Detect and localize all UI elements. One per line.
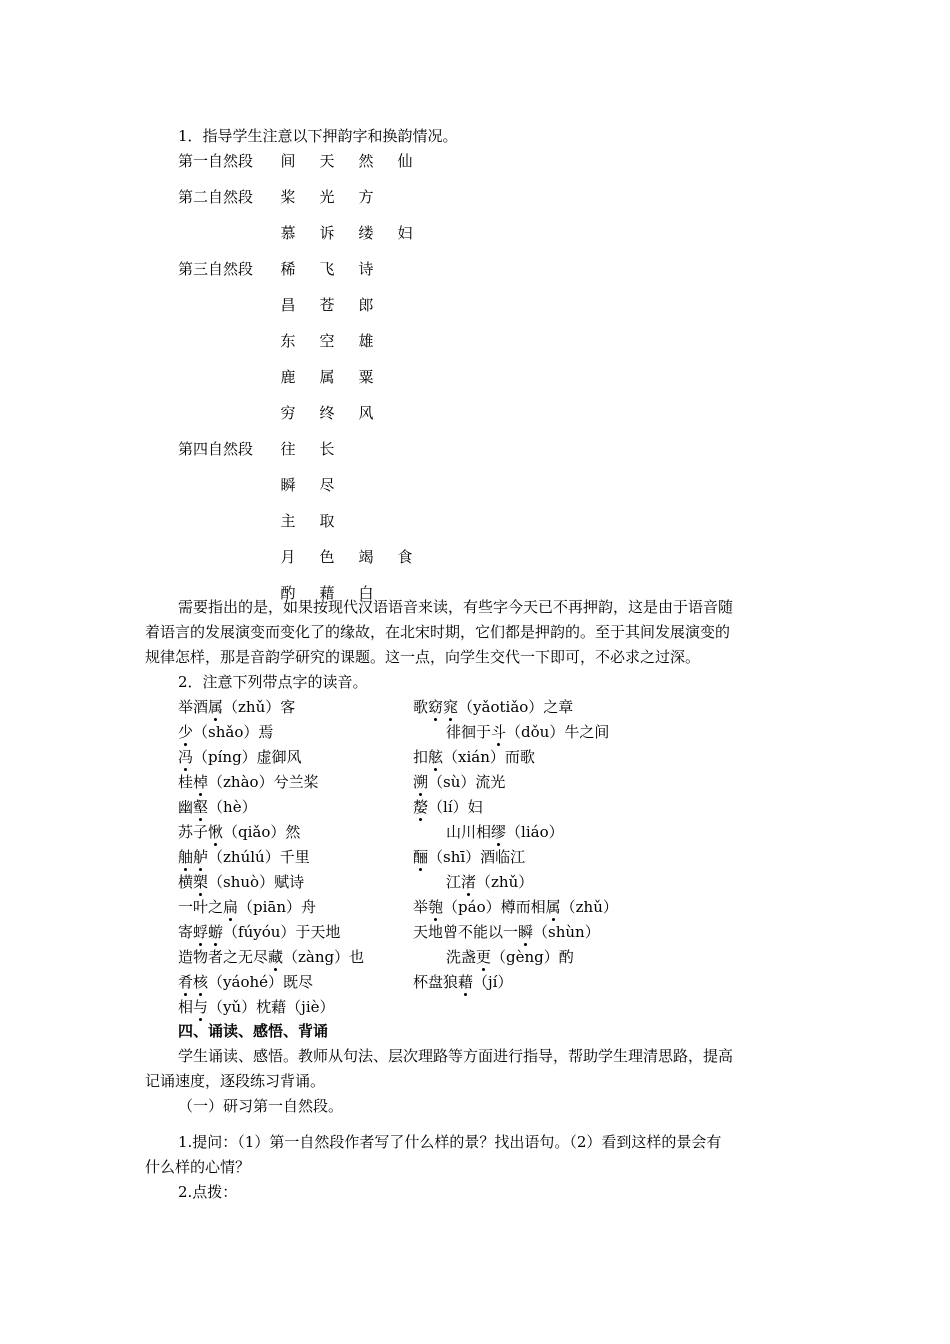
rhyme-group: [278, 331, 395, 351]
pronunciation-text: （zhúlú）千里: [208, 848, 310, 866]
dotted-char: 少: [178, 723, 194, 741]
dotted-char: 舳舻: [178, 848, 209, 866]
dotted-char: 溯: [413, 773, 429, 791]
pronunciation-item: [446, 722, 609, 742]
pronunciation-text: 苏子: [178, 823, 209, 841]
rhyme-char: 色: [319, 548, 335, 566]
pronunciation-text: （zhǔ）: [560, 898, 618, 916]
pronunciation-item: [413, 747, 535, 767]
dotted-char: 肴核: [178, 973, 209, 991]
rhyme-group: [278, 547, 434, 567]
note-line-3: 规律怎样，那是音韵学研究的课题。这一点，向学生交代一下即可，不必求之过深。: [145, 648, 701, 666]
dotted-char: 冯: [178, 748, 194, 766]
dotted-char: 缪: [491, 823, 507, 841]
pronunciation-text: （shǎo）焉: [193, 723, 274, 741]
rhyme-char: 妇: [397, 224, 413, 242]
dotted-char: 斗: [491, 723, 507, 741]
pronunciation-text: 天地曾不能以一: [413, 923, 519, 941]
rhyme-char: 仙: [397, 152, 413, 170]
note-line-2: 着语言的发展演变而变化了的缘故，在北宋时期，它们都是押韵的。至于其间发展演变的: [145, 623, 731, 641]
rhyme-char: 飞: [319, 260, 335, 278]
rhyme-paragraph-label: 第一自然段: [178, 152, 254, 170]
rhyme-char: 天: [319, 152, 335, 170]
rhyme-char: 终: [319, 404, 335, 422]
rhyme-group: [278, 475, 356, 495]
rhyme-group: [278, 295, 395, 315]
pronunciation-text: 杯盘狼: [413, 973, 459, 991]
rhyme-char: 缕: [358, 224, 374, 242]
dotted-char: 匏: [428, 898, 444, 916]
pronunciation-item: [178, 747, 302, 767]
pronunciation-text: （zàng）也: [283, 948, 365, 966]
pronunciation-text: （xián）而歌: [443, 748, 535, 766]
rhyme-char: 主: [280, 512, 296, 530]
dotted-char: 舷: [428, 748, 444, 766]
pronunciation-item: [178, 722, 273, 742]
pronunciation-text: （zhào）兮兰桨: [208, 773, 319, 791]
pronunciation-text: （zhǔ）客: [223, 698, 296, 716]
pronunciation-item: [178, 997, 335, 1017]
pronunciation-item: [413, 972, 512, 992]
pronunciation-text: 幽: [178, 798, 194, 816]
rhyme-char: 诉: [319, 224, 335, 242]
rhyme-group: [278, 403, 395, 423]
pronunciation-item: [178, 922, 340, 942]
rhyme-char: 鹿: [280, 368, 296, 386]
pronunciation-text: （piān）舟: [238, 898, 317, 916]
rhyme-char: 方: [358, 188, 374, 206]
rhyme-group: [278, 151, 434, 171]
pronunciation-text: 横: [178, 873, 194, 891]
rhyme-group: [278, 511, 356, 531]
pronunciation-text: （fúyóu）于天地: [223, 923, 341, 941]
pronunciation-text: （lí）妇: [428, 798, 483, 816]
dotted-char: 槊: [193, 873, 209, 891]
dotted-char: 藉: [458, 973, 474, 991]
rhyme-char: 取: [319, 512, 335, 530]
rhyme-char: 食: [397, 548, 413, 566]
note-line-1: 需要指出的是，如果按现代汉语语音来读，有些字今天已不再押韵，这是由于语音随: [178, 598, 734, 616]
pronunciation-item: [178, 872, 304, 892]
rhyme-char: 往: [280, 440, 296, 458]
pronunciation-text: 一叶之: [178, 898, 224, 916]
rhyme-char: 诗: [358, 260, 374, 278]
pronunciation-text: 相: [178, 998, 194, 1016]
dotted-char: 棹: [193, 773, 209, 791]
rhyme-char: 郎: [358, 296, 374, 314]
rhyme-group: [278, 439, 356, 459]
section4-para-line-1: 学生诵读、感悟。教师从句法、层次理路等方面进行指导，帮助学生理清思路，提高: [178, 1047, 734, 1065]
dotted-char: 藏: [268, 948, 284, 966]
pronunciation-text: 扣: [413, 748, 429, 766]
pronunciation-text: 举酒: [178, 698, 209, 716]
pronunciation-text: （shuò）赋诗: [208, 873, 305, 891]
dotted-char: 渚: [461, 873, 477, 891]
pronunciation-text: 寄: [178, 923, 194, 941]
rhyme-char: 穷: [280, 404, 296, 422]
rhyme-paragraph-label: 第四自然段: [178, 440, 254, 458]
dotted-char: 酾: [413, 848, 429, 866]
dotted-char: 扁: [223, 898, 239, 916]
rhyme-char: 尽: [319, 476, 335, 494]
pronunciation-item: [178, 797, 257, 817]
rhyme-char: 月: [280, 548, 296, 566]
pronunciation-text: 歌: [413, 698, 429, 716]
pronunciation-item: [446, 822, 564, 842]
section4-para-line-2: 记诵速度，逐段练习背诵。: [145, 1072, 326, 1090]
dotted-char: 窈窕: [428, 698, 459, 716]
rhyme-char: 属: [319, 368, 335, 386]
pronunciation-text: （dǒu）牛之间: [506, 723, 610, 741]
pronunciation-text: （liáo）: [506, 823, 564, 841]
rhyme-group: [278, 223, 434, 243]
rhyme-char: 稀: [280, 260, 296, 278]
rhyme-char: 长: [319, 440, 335, 458]
rhyme-char: 雄: [358, 332, 374, 350]
pronunciation-text: （páo）樽而相: [443, 898, 546, 916]
pronunciation-text: （gèng）酌: [491, 948, 574, 966]
subsection-1-heading: （一）研习第一自然段。: [178, 1097, 344, 1115]
rhyme-char: 然: [358, 152, 374, 170]
section2-heading: 2．注意下列带点字的读音。: [178, 673, 368, 691]
dotted-char: 属: [208, 698, 224, 716]
rhyme-char: 风: [358, 404, 374, 422]
pronunciation-text: （hè）: [208, 798, 257, 816]
section1-heading: 1．指导学生注意以下押韵字和换韵情况。: [178, 127, 458, 145]
dotted-char: 嫠: [413, 798, 429, 816]
pronunciation-text: 江: [446, 873, 462, 891]
pronunciation-item: [413, 922, 600, 942]
pronunciation-text: 举: [413, 898, 429, 916]
rhyme-group: [278, 259, 395, 279]
rhyme-char: 苍: [319, 296, 335, 314]
pronunciation-item: [178, 972, 313, 992]
dotted-char: 愀: [208, 823, 224, 841]
question-2: 2.点拨：: [178, 1183, 238, 1201]
dotted-char: 蜉蝣: [193, 923, 224, 941]
rhyme-group: [278, 367, 395, 387]
pronunciation-item: [413, 847, 525, 867]
rhyme-char: 空: [319, 332, 335, 350]
rhyme-char: 桨: [280, 188, 296, 206]
dotted-char: 更: [476, 948, 492, 966]
pronunciation-text: （shī）酒临江: [428, 848, 526, 866]
pronunciation-text: （shùn）: [533, 923, 600, 941]
rhyme-char: 东: [280, 332, 296, 350]
rhyme-char: 白: [358, 584, 374, 602]
pronunciation-item: [178, 822, 300, 842]
pronunciation-text: （zhǔ）: [476, 873, 534, 891]
pronunciation-text: （qiǎo）然: [223, 823, 301, 841]
rhyme-paragraph-label: 第二自然段: [178, 188, 254, 206]
pronunciation-item: [178, 697, 295, 717]
question-line-1: 1.提问：（1）第一自然段作者写了什么样的景？找出语句。（2）看到这样的景会有: [178, 1133, 722, 1151]
pronunciation-item: [178, 947, 364, 967]
pronunciation-item: [178, 847, 310, 867]
pronunciation-item: [446, 872, 533, 892]
pronunciation-text: 桂: [178, 773, 194, 791]
rhyme-char: 酌: [280, 584, 296, 602]
rhyme-char: 粟: [358, 368, 374, 386]
pronunciation-item: [413, 897, 618, 917]
rhyme-paragraph-label: 第三自然段: [178, 260, 254, 278]
rhyme-char: 藉: [319, 584, 335, 602]
dotted-char: 瞬: [518, 923, 534, 941]
question-line-2: 什么样的心情？: [145, 1158, 251, 1176]
pronunciation-text: 造物者之无尽: [178, 948, 269, 966]
pronunciation-text: 山川相: [446, 823, 492, 841]
pronunciation-item: [413, 797, 483, 817]
pronunciation-text: （yǔ）枕藉（jiè）: [208, 998, 335, 1016]
dotted-char: 与: [193, 998, 209, 1016]
pronunciation-text: （píng）虚御风: [193, 748, 302, 766]
rhyme-char: 光: [319, 188, 335, 206]
rhyme-char: 瞬: [280, 476, 296, 494]
dotted-char: 壑: [193, 798, 209, 816]
rhyme-char: 慕: [280, 224, 296, 242]
pronunciation-item: [178, 897, 316, 917]
pronunciation-text: （yǎotiǎo）之章: [458, 698, 574, 716]
section4-heading: 四、诵读、感悟、背诵: [178, 1022, 329, 1040]
rhyme-char: 竭: [358, 548, 374, 566]
pronunciation-item: [413, 697, 573, 717]
rhyme-group: [278, 187, 395, 207]
pronunciation-item: [446, 947, 574, 967]
pronunciation-text: （sù）流光: [428, 773, 506, 791]
pronunciation-text: （yáohé）既尽: [208, 973, 314, 991]
pronunciation-text: 洗盏: [446, 948, 477, 966]
dotted-char: 属: [545, 898, 561, 916]
rhyme-char: 昌: [280, 296, 296, 314]
pronunciation-text: 徘徊于: [446, 723, 492, 741]
pronunciation-text: （jí）: [473, 973, 513, 991]
rhyme-char: 间: [280, 152, 296, 170]
pronunciation-item: [413, 772, 505, 792]
pronunciation-item: [178, 772, 319, 792]
